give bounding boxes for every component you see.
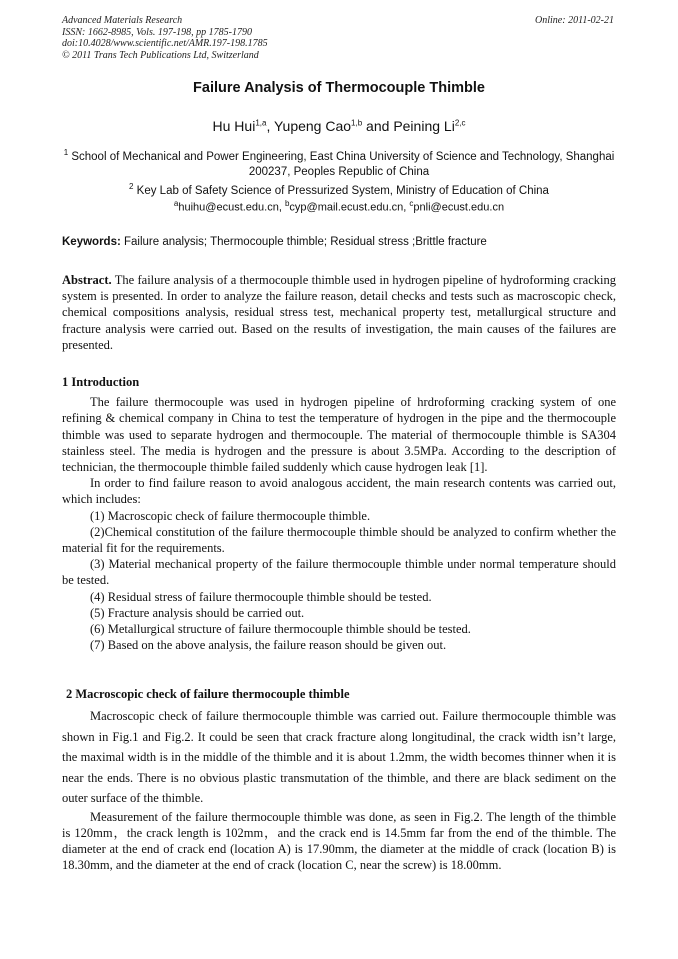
abstract-label: Abstract.: [62, 273, 112, 287]
list-item: (1) Macroscopic check of failure thermocouple thimble.: [90, 508, 371, 523]
section-introduction: [62, 374, 616, 653]
section-heading: 1 Introduction: [62, 375, 140, 389]
author-sup: 1,b: [351, 118, 363, 128]
email-link[interactable]: huihu@ecust.edu.cn,: [178, 201, 285, 214]
issn-line: ISSN: 1662-8985, Vols. 197-198, pp 1785-1790: [62, 26, 252, 38]
online-date: Online: 2011-02-21: [535, 15, 614, 26]
abstract-text: The failure analysis of a thermocouple thimble used in hydrogen pipeline of hydroforming cracking system is presented. In order to analyze the failure reason, detail checks and tests such as macroscopic check, chemical compositions analysis, residual stress test, mechanical property test, metallurgical structure and fracture analysis were carried out. Based on the results of investigation, the main causes of the failures are presented.: [62, 273, 616, 352]
affiliation-sup: 2: [129, 182, 134, 191]
affiliation-2: [62, 179, 616, 199]
affiliation-text: School of Mechanical and Power Engineering, East China University of Science and Technology, Shanghai 200237, Peoples Republic of China: [71, 150, 615, 178]
email-sup: c: [409, 199, 414, 208]
keywords: [62, 236, 616, 248]
paragraph: Measurement of the failure thermocouple thimble was done, as seen in Fig.2. The length of the thimble is 120mm，the crack length is 102mm，and the crack end is 14.5mm far from the end of the thimble. The diameter at the end of crack end (location A) is 17.90mm, the diameter at the middle of crack (location B) is 18.30mm, and the diameter at the end of crack (location C, near the screw) is 18.00mm.: [62, 809, 616, 873]
paragraph: Macroscopic check of failure thermocouple thimble was carried out. Failure thermocouple thimble was shown in Fig.1 and Fig.2. It could be seen that crack fracture along longitudinal, the crack width isn’t large, the maximal width is in the middle of the thimble and it is about 1.2mm, the width becomes thinner when it is near the ends. There is no obvious plastic transmutation of the thimble, and there are black sediment on the outer surface of the thimble.: [62, 709, 616, 806]
list-item: (3) Material mechanical property of the failure thermocouple thimble under normal temperature should be tested.: [62, 557, 616, 588]
journal-header: [62, 15, 268, 61]
journal-name: Advanced Materials Research: [62, 15, 183, 26]
affiliation-1: [62, 145, 616, 180]
author-name: Yupeng Cao: [273, 118, 352, 134]
paragraph: In order to find failure reason to avoid analogous accident, the main research contents was carried out, which includes:: [62, 476, 616, 507]
author-sup: 1,a: [255, 118, 267, 128]
author-name: Hu Hui: [212, 118, 256, 134]
author-name: Peining Li: [393, 118, 455, 134]
email-line: [62, 199, 616, 214]
paragraph: The failure thermocouple was used in hydrogen pipeline of hrdroforming cracking system of one refining & chemical company in China to test the temperature of hydrogen in the pipe and the thermocouple thimble was used to separate hydrogen and thermocouple. The material of thermocouple thimble is SA304 stainless steel. The media is hydrogen and the pressure is about 3.5MPa. According to the description of technician, the thermocouple thimble failed suddenly which cause hydrogen leak [1].: [62, 395, 616, 475]
list-item: (7) Based on the above analysis, the failure reason should be given out.: [90, 638, 447, 653]
affiliation-text: Key Lab of Safety Science of Pressurized System, Ministry of Education of China: [136, 184, 549, 197]
list-item: (6) Metallurgical structure of failure thermocouple thimble should be tested.: [90, 622, 471, 637]
copyright-line: © 2011 Trans Tech Publications Ltd, Switzerland: [62, 49, 259, 61]
list-item: (2)Chemical constitution of the failure thermocouple thimble should be analyzed to confirm whether the material fit for the requirements.: [62, 524, 616, 556]
doi-line: doi:10.4028/www.scientific.net/AMR.197-198.1785: [62, 38, 268, 49]
keywords-label: Keywords:: [62, 236, 121, 248]
affiliation-sup: 1: [63, 148, 69, 157]
email-link[interactable]: cyp@mail.ecust.edu.cn,: [289, 201, 410, 214]
section-macroscopic-check: [62, 686, 616, 874]
email-link[interactable]: pnli@ecust.edu.cn: [413, 201, 505, 214]
section-heading: 2 Macroscopic check of failure thermocouple thimble: [66, 687, 350, 701]
author-sup: 2,c: [454, 118, 466, 128]
email-sup: a: [173, 199, 179, 208]
author-separator: ,: [266, 118, 274, 134]
email-sup: b: [284, 199, 290, 208]
author-line: [0, 118, 678, 134]
list-item: (5) Fracture analysis should be carried out.: [90, 605, 305, 620]
list-item: (4) Residual stress of failure thermocouple thimble should be tested.: [90, 589, 432, 604]
author-separator: and: [362, 118, 394, 134]
abstract: [62, 272, 616, 353]
paper-title: Failure Analysis of Thermocouple Thimble: [193, 80, 485, 96]
keywords-text: Failure analysis; Thermocouple thimble; Residual stress ;Brittle fracture: [124, 236, 487, 248]
